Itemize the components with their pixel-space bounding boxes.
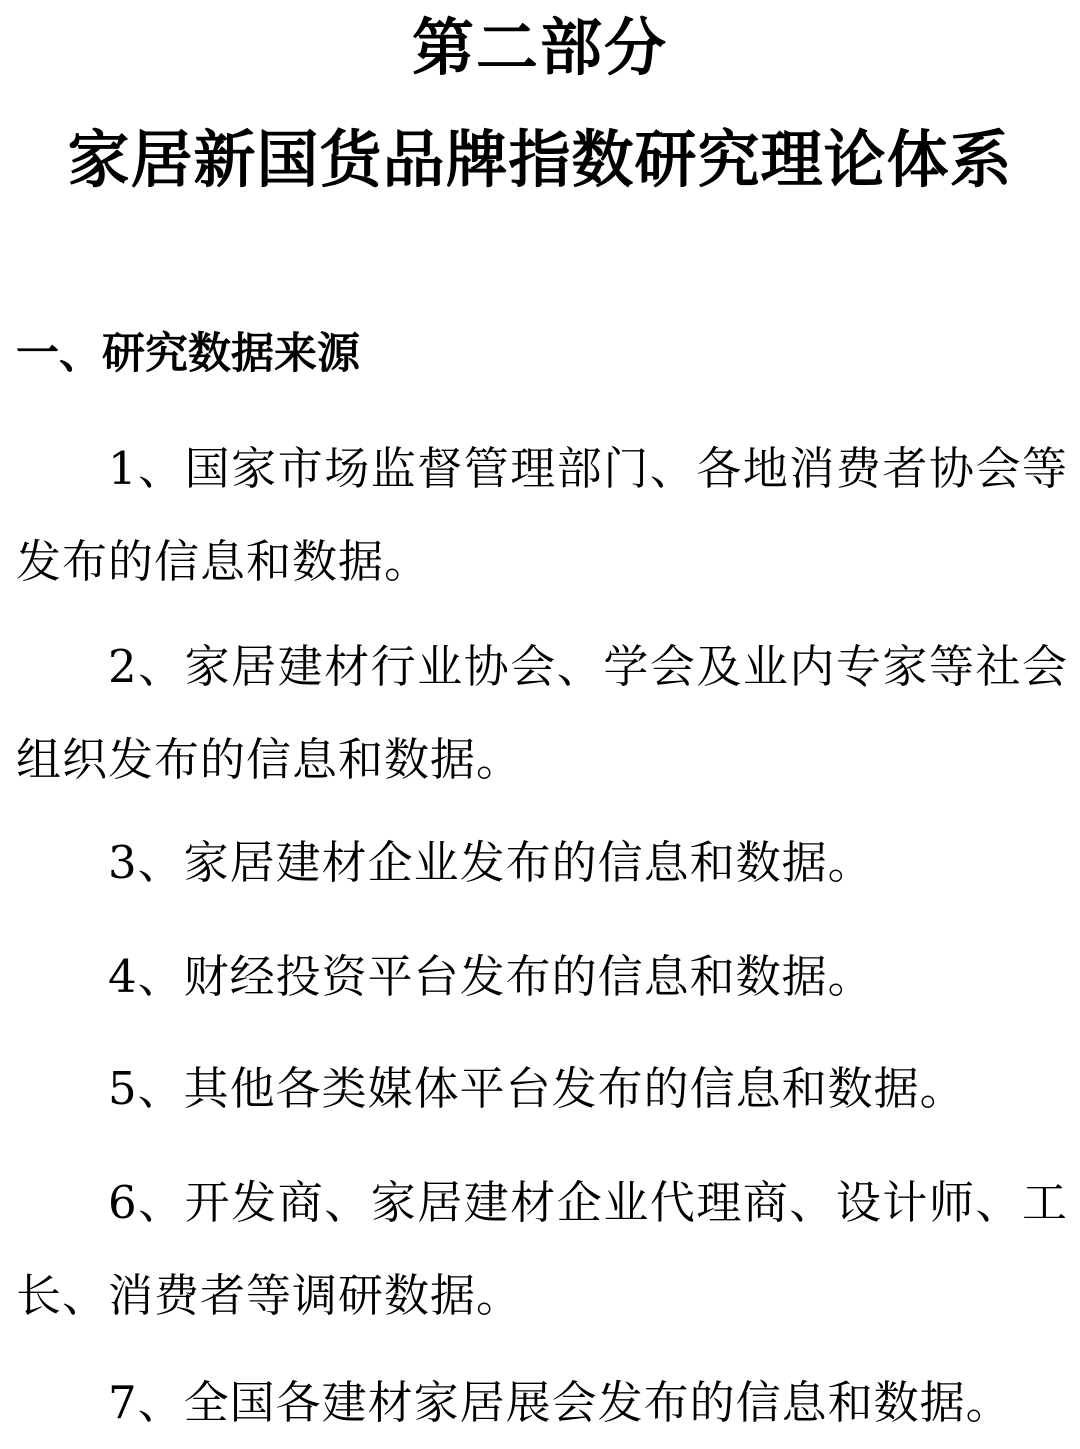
list-item: 6、开发商、家居建材企业代理商、设计师、工长、消费者等调研数据。 — [16, 1176, 1068, 1322]
list-item: 2、家居建材行业协会、学会及业内专家等社会组织发布的信息和数据。 — [16, 640, 1068, 786]
list-item: 1、国家市场监督管理部门、各地消费者协会等发布的信息和数据。 — [16, 442, 1068, 588]
main-title: 家居新国货品牌指数研究理论体系 — [67, 123, 1013, 196]
list-item: 7、全国各建材家居展会发布的信息和数据。 — [108, 1376, 1012, 1429]
list-item: 4、财经投资平台发布的信息和数据。 — [108, 950, 874, 1003]
list-item: 5、其他各类媒体平台发布的信息和数据。 — [108, 1062, 966, 1115]
part-title: 第二部分 — [411, 11, 668, 84]
list-item: 3、家居建材企业发布的信息和数据。 — [108, 836, 874, 889]
section-heading: 一、研究数据来源 — [16, 329, 360, 379]
